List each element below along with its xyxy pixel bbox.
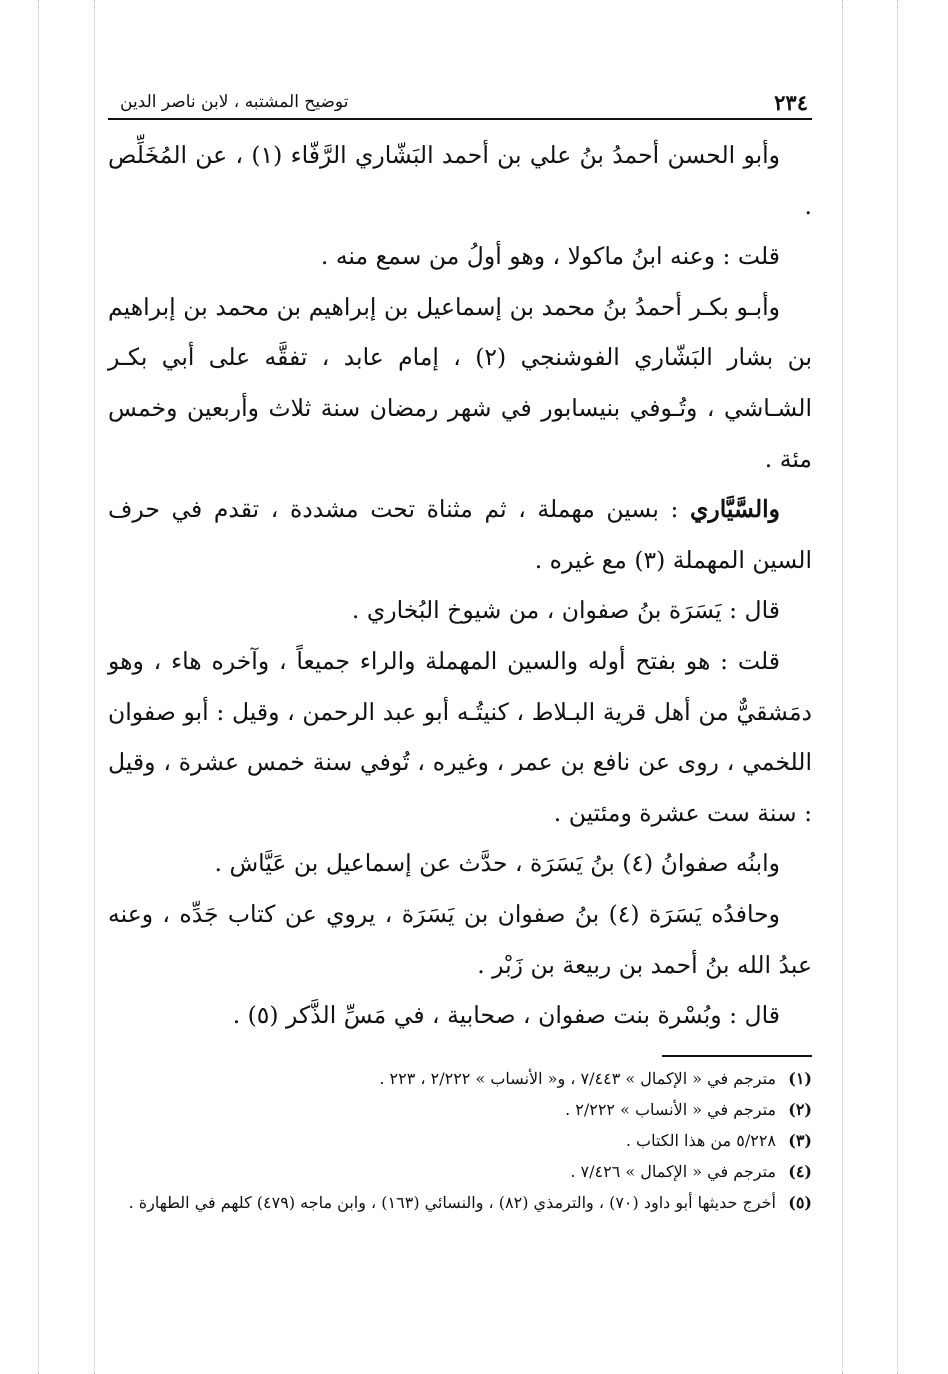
footnote-text: مترجم في « الإكمال » ٧/٤٢٦ .: [570, 1161, 776, 1181]
paragraph-text: قلت : هو بفتح أوله والسين المهملة والراء جميعاً ، وآخره هاء ، وهو دمَشقيٌّ من أهل قرية البـلاط ، كنيتُـه أبو عبد الرحمن ، وقيل : أبو صفوان اللخمي ، روى عن نافع بن عمر ، وغيره ، تُوفي سنة خمس عشرة ، وقيل : سنة ست عشرة ومئتين .: [108, 646, 812, 827]
footnote: [108, 1063, 812, 1094]
footnote: [108, 1125, 812, 1156]
paragraph: [108, 990, 812, 1041]
footnote-text: مترجم في « الإكمال » ٧/٤٤٣ ، و« الأنساب » ٢/٢٢٢ ، ٢٢٣ .: [379, 1068, 776, 1088]
paragraph: [108, 282, 812, 484]
main-text: [108, 130, 812, 1041]
paragraph-text: وأبـو بكـر أحمدُ بنُ محمد بن إسماعيل بن إبراهيم بن محمد بن إبراهيم بن بشار البَشّاري الفوشنجي (٢) ، إمام عابد ، تفقَّه على أبي بكـر الشـاشي ، وتُـوفي بنيسابور في شهر رمضان سنة ثلاث وأربعين وخمس مئة .: [108, 292, 812, 473]
page-number: ٢٣٤: [774, 90, 808, 115]
footnote: [108, 1187, 812, 1218]
paragraph-text: وابنُه صفوانُ (٤) بنُ يَسَرَة ، حدَّث عن إسماعيل بن عَيَّاش .: [214, 849, 780, 878]
footnotes: [108, 1063, 812, 1218]
scan-guide-line: [94, 0, 95, 1374]
paragraph: [108, 889, 812, 990]
paragraph: [108, 231, 812, 282]
paragraph-text: قال : يَسَرَة بنُ صفوان ، من شيوخ البُخاري .: [351, 596, 780, 625]
book-page: [108, 78, 812, 1218]
paragraph-text: قال : وبُسْرة بنت صفوان ، صحابية ، في مَسِّ الذَّكر (٥) .: [232, 1001, 780, 1030]
paragraph: [108, 585, 812, 636]
footnote-number: (٥): [788, 1192, 812, 1212]
footnote: [108, 1156, 812, 1187]
paragraph-text: : بسين مهملة ، ثم مثناة تحت مشددة ، تقدم في حرف السين المهملة (٣) مع غيره .: [108, 495, 812, 574]
running-title: توضيح المشتبه ، لابن ناصر الدين: [120, 92, 349, 112]
paragraph-text: وحافدُه يَسَرَة (٤) بنُ صفوان بن يَسَرَة ، يروي عن كتاب جَدِّه ، وعنه عبدُ الله بنُ أحمد بن ربيعة بن زَبْر .: [108, 899, 812, 979]
footnote-text: مترجم في « الأنساب » ٢/٢٢٢ .: [565, 1099, 776, 1119]
scan-guide-line: [842, 0, 843, 1374]
footnote-number: (٤): [788, 1161, 812, 1181]
paragraph: [108, 636, 812, 838]
scan-guide-line: [38, 0, 39, 1374]
paragraph: [108, 484, 812, 585]
running-head: [108, 78, 812, 120]
footnote: [108, 1094, 812, 1125]
paragraph-text: وأبو الحسن أحمدُ بنُ علي بن أحمد البَشّاري الرَّفّاء (١) ، عن المُخَلِّص .: [108, 141, 812, 220]
paragraph-lead: والسَّيَّاري: [690, 495, 780, 524]
footnote-number: (٣): [788, 1130, 812, 1150]
paragraph-text: قلت : وعنه ابنُ ماكولا ، وهو أولُ من سمع منه .: [320, 242, 780, 271]
footnote-number: (١): [788, 1068, 812, 1088]
paragraph: [108, 838, 812, 889]
footnote-text: ٥/٢٢٨ من هذا الكتاب .: [625, 1130, 776, 1150]
scan-guide-line: [897, 0, 898, 1374]
footnote-number: (٢): [788, 1099, 812, 1119]
paragraph: [108, 130, 812, 231]
footnote-text: أخرج حديثها أبو داود (٧٠) ، والترمذي (٨٢) ، والنسائي (١٦٣) ، وابن ماجه (٤٧٩) كلهم في الطهارة .: [128, 1192, 776, 1212]
footnote-divider: [662, 1055, 812, 1057]
